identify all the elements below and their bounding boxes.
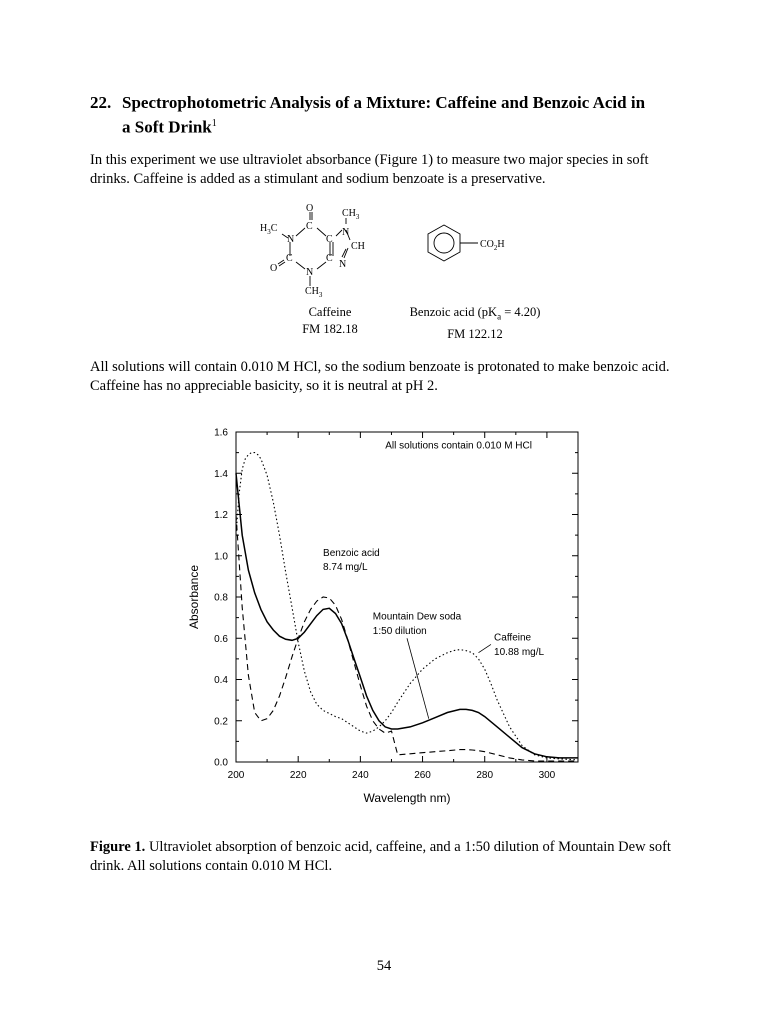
atom-c1: C (306, 221, 313, 232)
atom-c4: C (326, 253, 333, 264)
y-tick-label: 1.6 (214, 427, 228, 439)
plot-frame (236, 432, 578, 762)
footnote-mark: 1 (211, 118, 217, 129)
y-tick-label: 0.2 (214, 716, 228, 728)
atom-n9: N (339, 259, 347, 270)
section-heading (90, 92, 690, 138)
benzoic-acid-annotation: Benzoic acid (323, 547, 380, 559)
heading-line-1: Spectrophotometric Analysis of a Mixture: Caffeine and Benzoic Acid in (122, 93, 646, 112)
caffeine-label (270, 304, 390, 338)
figure-caption-text: Ultraviolet absorption of benzoic acid, caffeine, and a 1:50 dilution of Mountain Dew soft drink. All solutions contain 0.010 M HCl. (90, 839, 671, 874)
x-tick-label: 300 (538, 770, 556, 781)
benzoic-fm: FM 122.12 (447, 326, 503, 341)
y-axis-label: Absorbance (187, 564, 201, 630)
y-tick-label: 0.4 (214, 675, 228, 686)
second-paragraph: All solutions will contain 0.010 M HCl, so the sodium benzoate is protonated to make benzoic acid. Caffeine has no appreciable basicity, so it is neutral at pH 2. (90, 359, 670, 394)
y-tick-label: 1.2 (214, 510, 228, 521)
mountain-dew-dilution: 1:50 dilution (372, 626, 427, 638)
atom-n1: N (287, 234, 295, 245)
benzoic-acid-concentration: 8.74 mg/L (323, 562, 368, 574)
caffeine-annotation: Caffeine (494, 632, 532, 644)
atom-c2: C (326, 234, 333, 245)
benzoic-name: Benzoic acid $(pK_a = 4.20)$ (409, 305, 541, 322)
atom-h3c: $H_3C$ (260, 223, 278, 236)
x-axis-label: Wavelength nm) (363, 791, 451, 805)
chart-note: All solutions contain 0.010 M HCl (385, 440, 532, 452)
atom-o-left: O (270, 263, 278, 274)
x-tick-label: 260 (414, 770, 431, 781)
chemical-structures (250, 200, 550, 300)
y-tick-label: 0.6 (214, 633, 228, 645)
atom-ch3-top: $CH_3$ (342, 208, 360, 221)
atom-n3: N (306, 267, 314, 278)
atom-ch: CH (351, 241, 365, 252)
caffeine-leader-line (479, 644, 491, 652)
x-tick-label: 220 (289, 770, 307, 781)
caffeine-name: Caffeine (308, 305, 352, 319)
mountain-dew-annotation: Mountain Dew soda (372, 611, 462, 623)
heading-line-2: a Soft Drink (122, 117, 212, 137)
atom-n7: N (342, 227, 350, 238)
y-tick-label: 1.0 (214, 551, 228, 563)
caffeine-concentration: 10.88 mg/L (494, 646, 545, 658)
y-tick-label: 1.4 (214, 468, 228, 480)
y-tick-label: 0.0 (214, 757, 228, 769)
figure-caption (90, 838, 690, 876)
x-tick-label: 240 (352, 770, 369, 781)
atom-c3: C (286, 253, 293, 264)
figure-label: Figure 1. (90, 839, 146, 855)
section-number: 22. (90, 93, 112, 112)
uv-absorbance-chart (180, 420, 590, 815)
page-number: 54 (376, 958, 392, 974)
mountain-dew-leader-line (407, 638, 429, 718)
spectrum-curve-dotted (236, 453, 578, 760)
benzoic-label (395, 304, 555, 343)
intro-paragraph: In this experiment we use ultraviolet absorbance (Figure 1) to measure two major species in soft drinks. Caffeine is added as a stimulant and sodium benzoate is a preservative. (90, 152, 649, 187)
atom-o-top: O (306, 203, 314, 214)
x-tick-label: 280 (476, 770, 494, 781)
y-tick-label: 0.8 (214, 592, 228, 604)
caffeine-fm: FM 182.18 (302, 322, 358, 336)
atom-co2h: $CO_2H$ (480, 239, 505, 252)
x-tick-label: 200 (227, 770, 245, 781)
atom-ch3-bottom: $CH_3$ (305, 286, 323, 299)
